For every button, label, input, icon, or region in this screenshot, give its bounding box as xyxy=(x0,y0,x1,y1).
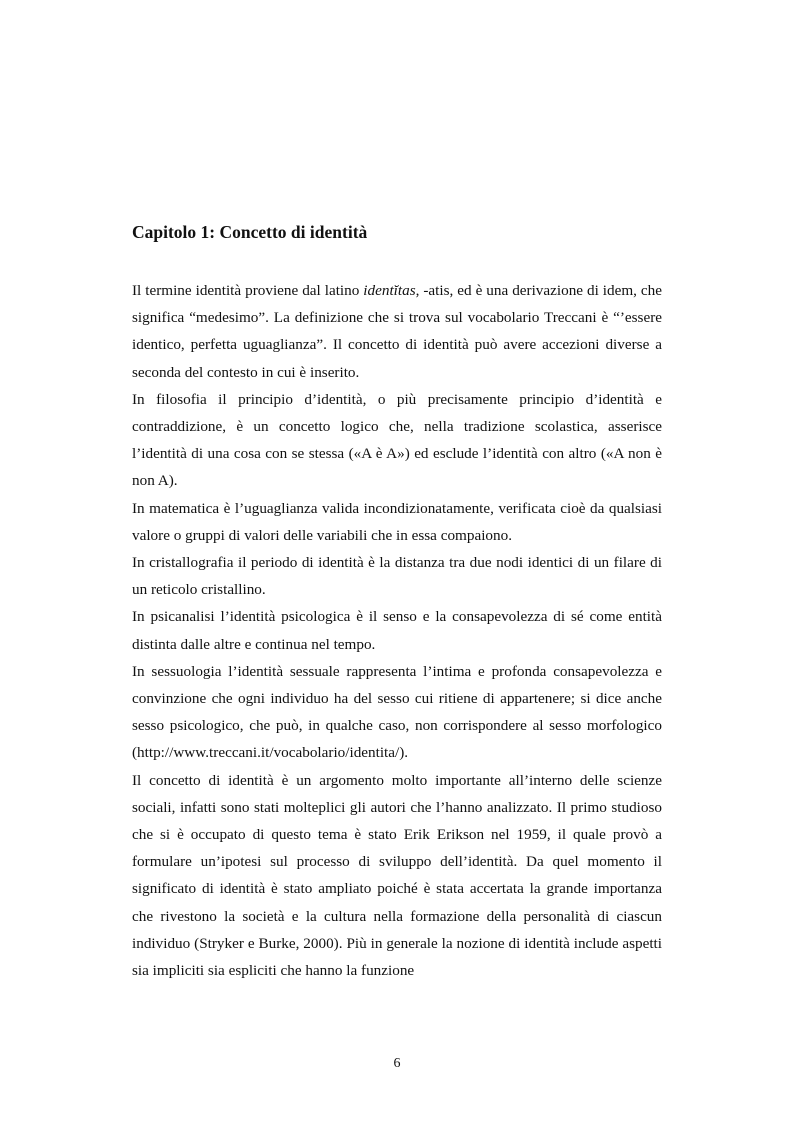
paragraph-etymology-end: , -atis, ed è una derivazione di idem, che significa “medesimo”. La definizione che si trova sul vocabolario Treccani è “’essere identico, perfetta uguaglianza”. Il concetto di identità può avere accezioni diverse a seconda del contesto in cui è inserito. xyxy=(132,282,662,381)
paragraph-psychoanalysis: In psicanalisi l’identità psicologica è il senso e la consapevolezza di sé come entità distinta dalle altre e continua nel tempo. xyxy=(132,608,662,653)
body-text xyxy=(132,277,662,984)
paragraph-etymology xyxy=(132,277,662,386)
paragraph-philosophy: In filosofia il principio d’identità, o più precisamente principio d’identità e contraddizione, è un concetto logico che, nella tradizione scolastica, asserisce l’identità di una cosa con se stessa («A è A») ed esclude l’identità con altro («A non è non A). xyxy=(132,390,662,490)
paragraph-etymology-start: Il termine identità proviene dal latino xyxy=(132,282,364,299)
paragraph-sexology: In sessuologia l’identità sessuale rappresenta l’intima e profonda consapevolezza e convinzione che ogni individuo ha del sesso cui ritiene di appartenere; si dice anche sesso psicologico, che può, in qualche caso, non corrispondere al sesso morfologico (http://www.treccani.it/vocabolario/identita/). xyxy=(132,662,662,762)
chapter-title: Capitolo 1: Concetto di identità xyxy=(132,222,368,242)
page-number: 6 xyxy=(393,1056,401,1071)
paragraph-crystallography: In cristallografia il periodo di identità è la distanza tra due nodi identici di un filare di un reticolo cristallino. xyxy=(132,554,662,599)
paragraph-social-sciences: Il concetto di identità è un argomento molto importante all’interno delle scienze sociali, infatti sono stati molteplici gli autori che l’hanno analizzato. Il primo studioso che si è occupato di questo tema è stato Erik Erikson nel 1959, il quale provò a formulare un’ipotesi sul processo di sviluppo dell’identità. Da quel momento il significato di identità è stato ampliato poiché è stata accertata la grande importanza che rivestono la società e la cultura nella formazione della personalità di ciascun individuo (Stryker e Burke, 2000). Più in generale la nozione di identità include aspetti sia impliciti sia espliciti che hanno la funzione xyxy=(132,771,662,980)
latin-term: identĭtas xyxy=(363,282,416,299)
paragraph-mathematics: In matematica è l’uguaglianza valida incondizionatamente, verificata cioè da qualsiasi valore o gruppi di valori delle variabili che in essa compaiono. xyxy=(132,499,662,544)
